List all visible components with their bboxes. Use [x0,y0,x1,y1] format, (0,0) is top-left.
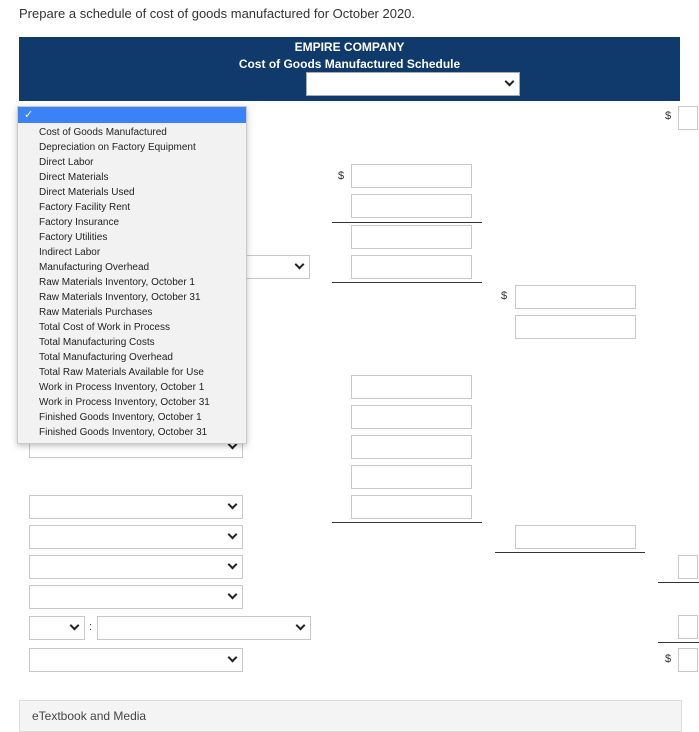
dropdown-option[interactable]: Depreciation on Factory Equipment [39,142,196,153]
dropdown-selected-blank[interactable] [18,107,246,123]
company-name: EMPIRE COMPANY [294,40,405,54]
chevron-down-icon [228,653,238,663]
etextbook-media-panel[interactable] [19,700,682,732]
account-select[interactable] [29,555,243,579]
divider-line [658,582,699,583]
currency-symbol: $ [665,110,672,122]
schedule-title: Cost of Goods Manufactured Schedule [238,57,461,71]
divider-line [332,282,482,283]
chevron-down-icon [228,590,238,600]
divider-line [332,222,482,223]
amount-input[interactable] [678,555,698,579]
dropdown-option[interactable]: Raw Materials Inventory, October 1 [39,277,195,288]
check-icon: ✓ [24,109,34,121]
divider-line [495,552,645,553]
dropdown-option[interactable]: Raw Materials Purchases [39,307,153,318]
chevron-down-icon [228,500,238,510]
dropdown-option[interactable]: Total Manufacturing Costs [39,337,155,348]
account-select[interactable] [29,495,243,519]
dropdown-option[interactable]: Work in Process Inventory, October 31 [39,397,210,408]
currency-symbol: $ [501,290,508,302]
amount-input[interactable] [351,255,472,279]
dropdown-option[interactable]: Total Cost of Work in Process [39,322,170,333]
currency-symbol: $ [665,653,672,665]
account-select[interactable] [29,648,243,672]
chevron-down-icon [296,621,306,631]
amount-input[interactable] [351,194,472,218]
chevron-down-icon [228,560,238,570]
chevron-down-icon [70,621,80,631]
chevron-down-icon [228,530,238,540]
dropdown-option[interactable]: Raw Materials Inventory, October 31 [39,292,201,303]
dropdown-option[interactable]: Direct Materials Used [39,187,135,198]
dropdown-option[interactable]: Manufacturing Overhead [39,262,150,273]
amount-input[interactable] [351,164,472,188]
account-select[interactable] [29,585,243,609]
amount-input[interactable] [678,615,698,639]
etextbook-label: eTextbook and Media [32,709,147,723]
date-select[interactable] [306,72,520,96]
dropdown-option[interactable]: Finished Goods Inventory, October 31 [39,427,208,438]
amount-input[interactable] [515,315,636,339]
prefix-select[interactable] [29,616,85,640]
amount-input[interactable] [351,495,472,519]
schedule-header [19,37,680,101]
dropdown-option[interactable]: Work in Process Inventory, October 1 [39,382,205,393]
dropdown-option[interactable]: Cost of Goods Manufactured [39,127,167,138]
divider-line [332,522,482,523]
amount-input[interactable] [678,106,698,130]
amount-input[interactable] [351,225,472,249]
dropdown-option[interactable]: Finished Goods Inventory, October 1 [39,412,202,423]
amount-input[interactable] [351,465,472,489]
amount-input[interactable] [351,435,472,459]
divider-line [658,642,699,643]
dropdown-option[interactable]: Factory Insurance [39,217,120,228]
account-select[interactable] [240,255,310,279]
account-dropdown-list[interactable] [17,106,247,444]
chevron-down-icon [295,260,305,270]
account-select[interactable] [97,616,311,640]
dropdown-option[interactable]: Direct Labor [39,157,94,168]
dropdown-option[interactable]: Total Manufacturing Overhead [39,352,173,363]
amount-input[interactable] [351,375,472,399]
chevron-down-icon [505,77,515,87]
dropdown-option[interactable]: Direct Materials [39,172,109,183]
dropdown-option[interactable]: Factory Utilities [39,232,108,243]
instruction-text: Prepare a schedule of cost of goods manufactured for October 2020. [19,6,416,21]
dropdown-options [39,125,210,440]
colon-separator: : [89,621,93,633]
amount-input[interactable] [515,285,636,309]
amount-input[interactable] [678,648,698,672]
dropdown-option[interactable]: Total Raw Materials Available for Use [39,367,204,378]
dropdown-option[interactable]: Factory Facility Rent [39,202,131,213]
account-select[interactable] [29,525,243,549]
currency-symbol: $ [338,170,345,182]
amount-input[interactable] [351,405,472,429]
amount-input[interactable] [515,525,636,549]
dropdown-option[interactable]: Indirect Labor [39,247,101,258]
